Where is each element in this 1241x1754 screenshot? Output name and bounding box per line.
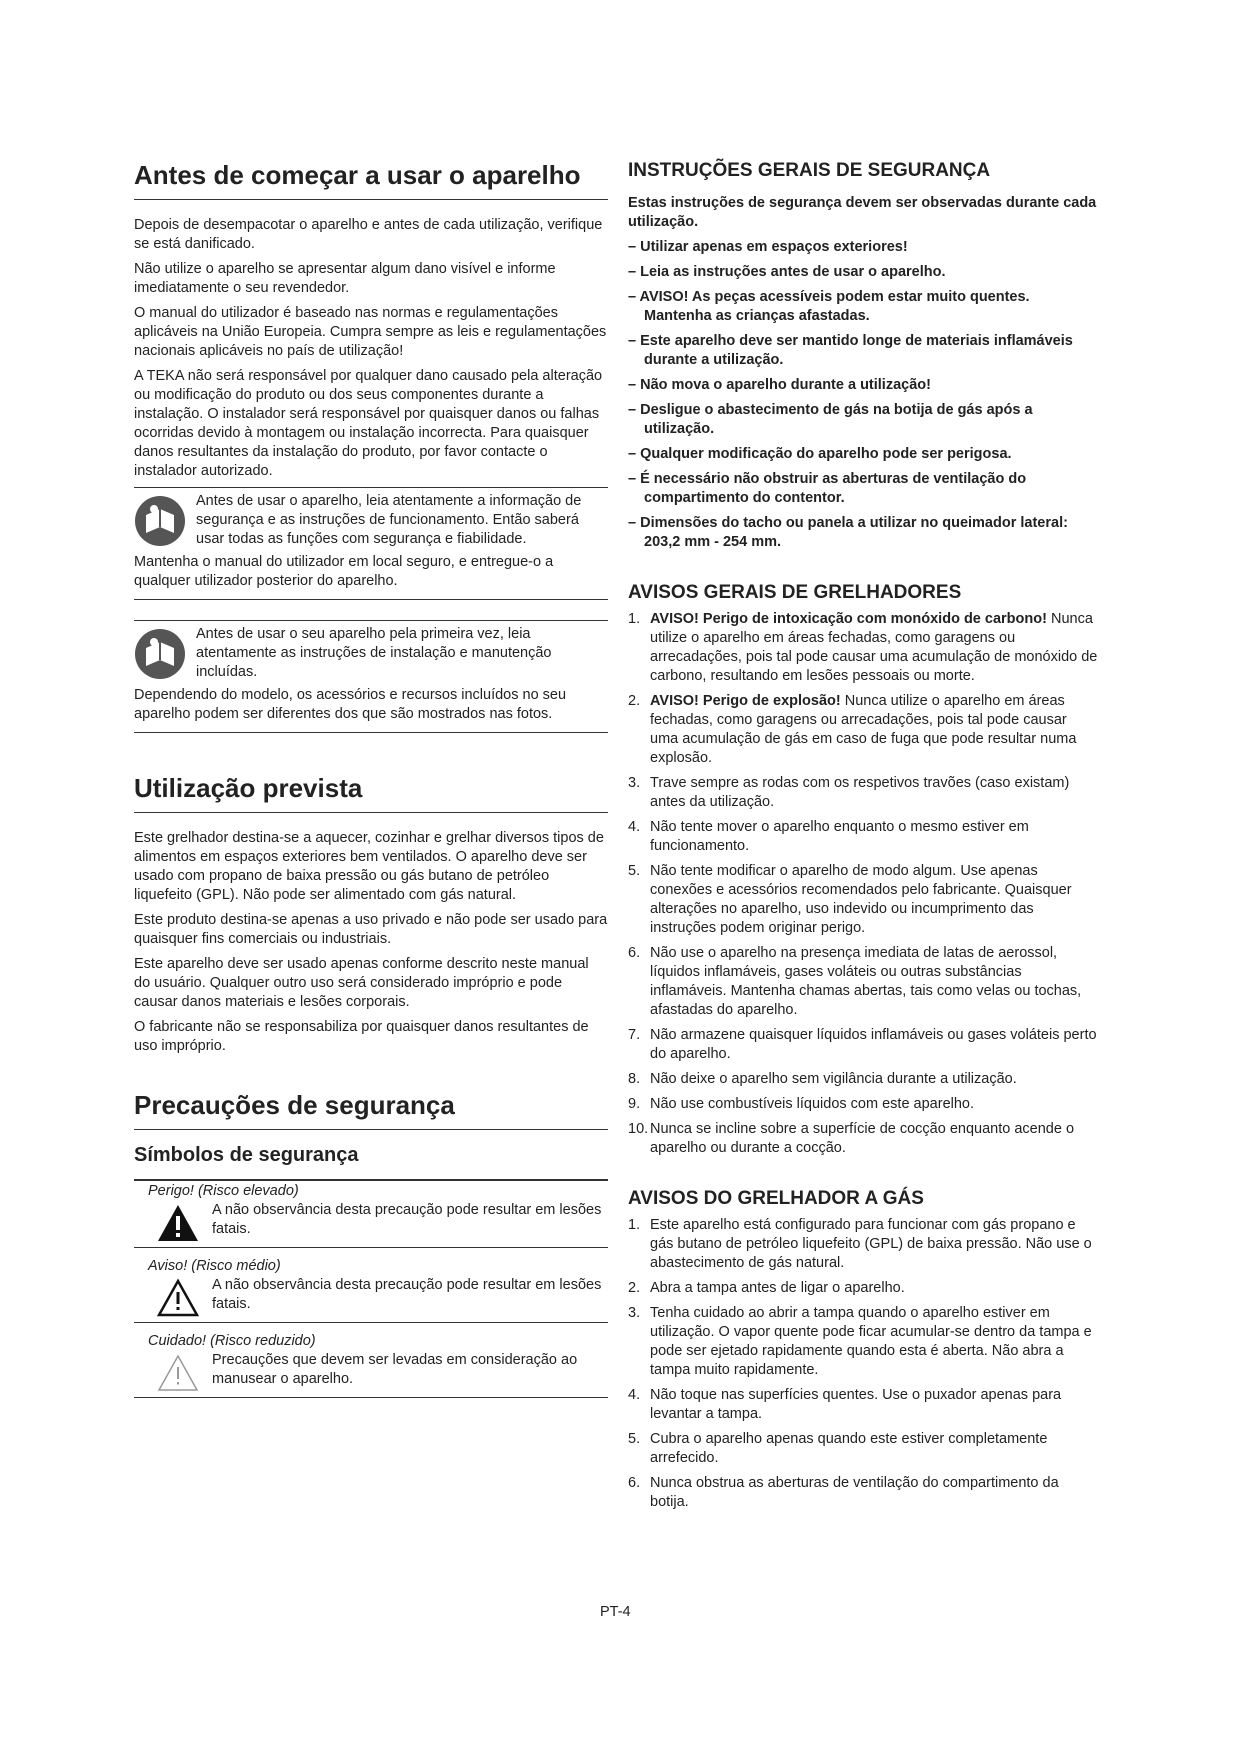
item-number: 2. [628, 693, 641, 709]
item-text: Não tente modificar o aparelho de modo algum. Use apenas conexões e acessórios recomendados pelo fabricante. Quaisquer alterações no aparelho, uso indevido ou incumprimento das instruções podem originar perigo. [650, 863, 1072, 936]
symbol-caution [134, 1331, 608, 1398]
item-text: Nunca utilize o aparelho em áreas fechadas, como garagens ou arrecadações, pois tal pode causar uma acumulação de monóxido de carbono, resultando em lesões pessoais ou morte. [650, 611, 1098, 684]
item-number: 4. [628, 1387, 641, 1403]
item-number: 5. [628, 1431, 641, 1447]
instr-item: – Leia as instruções antes de usar o aparelho. [628, 264, 946, 280]
symbol-title: Aviso! (Risco médio) [148, 1258, 281, 1274]
item-text: Este aparelho está configurado para funcionar com gás propano e gás butano de petróleo liquefeito (GPL) de baixa pressão. Não use o abastecimento de gás natural. [650, 1217, 1092, 1271]
item-text: Não use combustíveis líquidos com este aparelho. [650, 1096, 975, 1112]
notice-text: Antes de usar o aparelho, leia atentamente a informação de segurança e as instruções de funcionamento. Então saberá usar todas as funções com segurança e fiabilidade. [196, 493, 582, 547]
item-text: Não tente mover o aparelho enquanto o mesmo estiver em funcionamento. [650, 819, 1029, 854]
manual-notice-box [134, 620, 608, 733]
item-text: Não deixe o aparelho sem vigilância durante a utilização. [650, 1071, 1017, 1087]
symbol-title: Perigo! (Risco elevado) [148, 1183, 299, 1199]
warning-triangle-icon [156, 1278, 200, 1318]
item-number: 6. [628, 1475, 641, 1491]
heading-precaucoes: Precauções de segurança [134, 1090, 608, 1130]
heading-antes: Antes de começar a usar o aparelho [134, 160, 608, 200]
notice-after-text: Dependendo do modelo, os acessórios e recursos incluídos no seu aparelho podem ser diferentes dos que são mostrados nas fotos. [134, 687, 567, 722]
notice-text: Antes de usar o seu aparelho pela primeira vez, leia atentamente as instruções de instalação e manutenção incluídas. [196, 626, 552, 680]
paragraph: O fabricante não se responsabiliza por quaisquer danos resultantes de uso impróprio. [134, 1019, 589, 1054]
heading-gas: AVISOS DO GRELHADOR A GÁS [628, 1188, 924, 1209]
symbol-text: A não observância desta precaução pode resultar em lesões fatais. [212, 1277, 602, 1312]
list-item [628, 1120, 1098, 1158]
list-item [628, 1430, 1098, 1468]
heading-simbolos: Símbolos de segurança [134, 1144, 359, 1166]
symbol-text: A não observância desta precaução pode resultar em lesões fatais. [212, 1202, 602, 1237]
instr-list [628, 238, 1098, 552]
left-column [134, 160, 608, 1398]
instr-item: – Qualquer modificação do aparelho pode ser perigosa. [628, 446, 1012, 462]
list-item [628, 944, 1098, 1020]
instr-item: – Dimensões do tacho ou panela a utilizar no queimador lateral: 203,2 mm - 254 mm. [628, 515, 1068, 550]
gas-list [628, 1216, 1098, 1512]
list-item [628, 1216, 1098, 1273]
symbol-danger [134, 1179, 608, 1248]
paragraph: Este grelhador destina-se a aquecer, cozinhar e grelhar diversos tipos de alimentos em espaços exteriores bem ventilados. O aparelho deve ser usado com propano de baixa pressão ou gás butano de petróleo liquefeito (GPL). Não pode ser alimentado com gás natural. [134, 830, 604, 903]
list-item [628, 1304, 1098, 1380]
item-number: 5. [628, 863, 641, 879]
instr-item: – Este aparelho deve ser mantido longe de materiais inflamáveis durante a utilização. [628, 333, 1073, 368]
heading-utilizacao: Utilização prevista [134, 773, 608, 813]
heading-grelhadores: AVISOS GERAIS DE GRELHADORES [628, 582, 962, 603]
list-item [628, 1279, 1098, 1298]
grel-list [628, 610, 1098, 1158]
paragraph: Este aparelho deve ser usado apenas conforme descrito neste manual do usuário. Qualquer outro uso será considerado impróprio e pode causar danos materiais e lesões corporais. [134, 956, 589, 1010]
item-number: 7. [628, 1027, 641, 1043]
instr-intro: Estas instruções de segurança devem ser observadas durante cada utilização. [628, 195, 1097, 230]
item-number: 8. [628, 1071, 641, 1087]
read-manual-icon [134, 495, 186, 547]
list-item [628, 1070, 1098, 1089]
list-item [628, 1026, 1098, 1064]
heading-instrucoes: INSTRUÇÕES GERAIS DE SEGURANÇA [628, 160, 991, 181]
item-text: Nunca se incline sobre a superfície de cocção enquanto acende o aparelho ou durante a cocção. [650, 1121, 1075, 1156]
list-item [628, 1474, 1098, 1512]
item-text: Não armazene quaisquer líquidos inflamáveis ou gases voláteis perto do aparelho. [650, 1027, 1097, 1062]
list-item [628, 862, 1098, 938]
item-number: 2. [628, 1280, 641, 1296]
paragraph: A TEKA não será responsável por qualquer dano causado pela alteração ou modificação do produto ou dos seus componentes durante a instalação. O instalador será responsável por quaisquer danos ou falhas ocorridas devido à montagem ou instalação incorrecta. Para quaisquer danos resultantes da instalação do produto, por favor contacte o instalador autorizado. [134, 368, 603, 479]
item-number: 9. [628, 1096, 641, 1112]
item-text: Tenha cuidado ao abrir a tampa quando o aparelho estiver em utilização. O vapor quente pode ficar acumular-se dentro da tampa e pode ser ejetado rapidamente quando esta é aberta. Não abra a tampa muito rapidamente. [650, 1305, 1092, 1378]
instr-item: – Utilizar apenas em espaços exteriores! [628, 239, 908, 255]
paragraph: O manual do utilizador é baseado nas normas e regulamentações aplicáveis na União Europeia. Cumpra sempre as leis e regulamentações nacionais aplicáveis no país de utilização! [134, 305, 607, 359]
item-text: Nunca obstrua as aberturas de ventilação do compartimento da botija. [650, 1475, 1059, 1510]
danger-triangle-icon [156, 1203, 200, 1243]
item-number: 1. [628, 611, 641, 627]
item-text: Trave sempre as rodas com os respetivos travões (caso existam) antes da utilização. [650, 775, 1070, 810]
item-number: 1. [628, 1217, 641, 1233]
instr-item: – É necessário não obstruir as aberturas de ventilação do compartimento do contentor. [628, 471, 1027, 506]
manual-notice-box [134, 487, 608, 600]
item-text: Nunca utilize o aparelho em áreas fechadas, como garagens ou arrecadações, pois tal pode causar uma acumulação de gás em caso de fuga que pode resultar numa explosão. [650, 693, 1077, 766]
symbol-text: Precauções que devem ser levadas em consideração ao manusear o aparelho. [212, 1352, 578, 1387]
notice-after-text: Mantenha o manual do utilizador em local seguro, e entregue-o a qualquer utilizador posterior do aparelho. [134, 554, 554, 589]
item-text: Cubra o aparelho apenas quando este estiver completamente arrefecido. [650, 1431, 1048, 1466]
list-item [628, 818, 1098, 856]
item-number: 3. [628, 775, 641, 791]
item-bold: AVISO! Perigo de explosão! [650, 693, 841, 709]
item-number: 4. [628, 819, 641, 835]
symbol-warning [134, 1256, 608, 1323]
read-manual-icon [134, 628, 186, 680]
list-item [628, 1095, 1098, 1114]
list-item [628, 610, 1098, 686]
item-bold: AVISO! Perigo de intoxicação com monóxido de carbono! [650, 611, 1047, 627]
instr-item: – AVISO! As peças acessíveis podem estar muito quentes. Mantenha as crianças afastadas. [628, 289, 1030, 324]
paragraph: Não utilize o aparelho se apresentar algum dano visível e informe imediatamente o seu revendedor. [134, 261, 556, 296]
item-text: Não toque nas superfícies quentes. Use o puxador apenas para levantar a tampa. [650, 1387, 1062, 1422]
item-text: Não use o aparelho na presença imediata de latas de aerossol, líquidos inflamáveis, gases voláteis ou outras substâncias inflamáveis. Mantenha chamas abertas, tais como velas ou tochas, afastadas do aparelho. [650, 945, 1082, 1018]
item-text: Abra a tampa antes de ligar o aparelho. [650, 1280, 905, 1296]
item-number: 6. [628, 945, 641, 961]
paragraph: Depois de desempacotar o aparelho e antes de cada utilização, verifique se está danificado. [134, 217, 603, 252]
list-item [628, 1386, 1098, 1424]
paragraph: Este produto destina-se apenas a uso privado e não pode ser usado para quaisquer fins comerciais ou industriais. [134, 912, 608, 947]
instr-item: – Não mova o aparelho durante a utilização! [628, 377, 931, 393]
list-item [628, 692, 1098, 768]
instr-item: – Desligue o abastecimento de gás na botija de gás após a utilização. [628, 402, 1033, 437]
right-column [628, 160, 1098, 1518]
list-item [628, 774, 1098, 812]
caution-triangle-icon [156, 1353, 200, 1393]
page-number: PT-4 [600, 1604, 631, 1620]
item-number: 10. [628, 1121, 649, 1137]
symbol-title: Cuidado! (Risco reduzido) [148, 1333, 316, 1349]
item-number: 3. [628, 1305, 641, 1321]
